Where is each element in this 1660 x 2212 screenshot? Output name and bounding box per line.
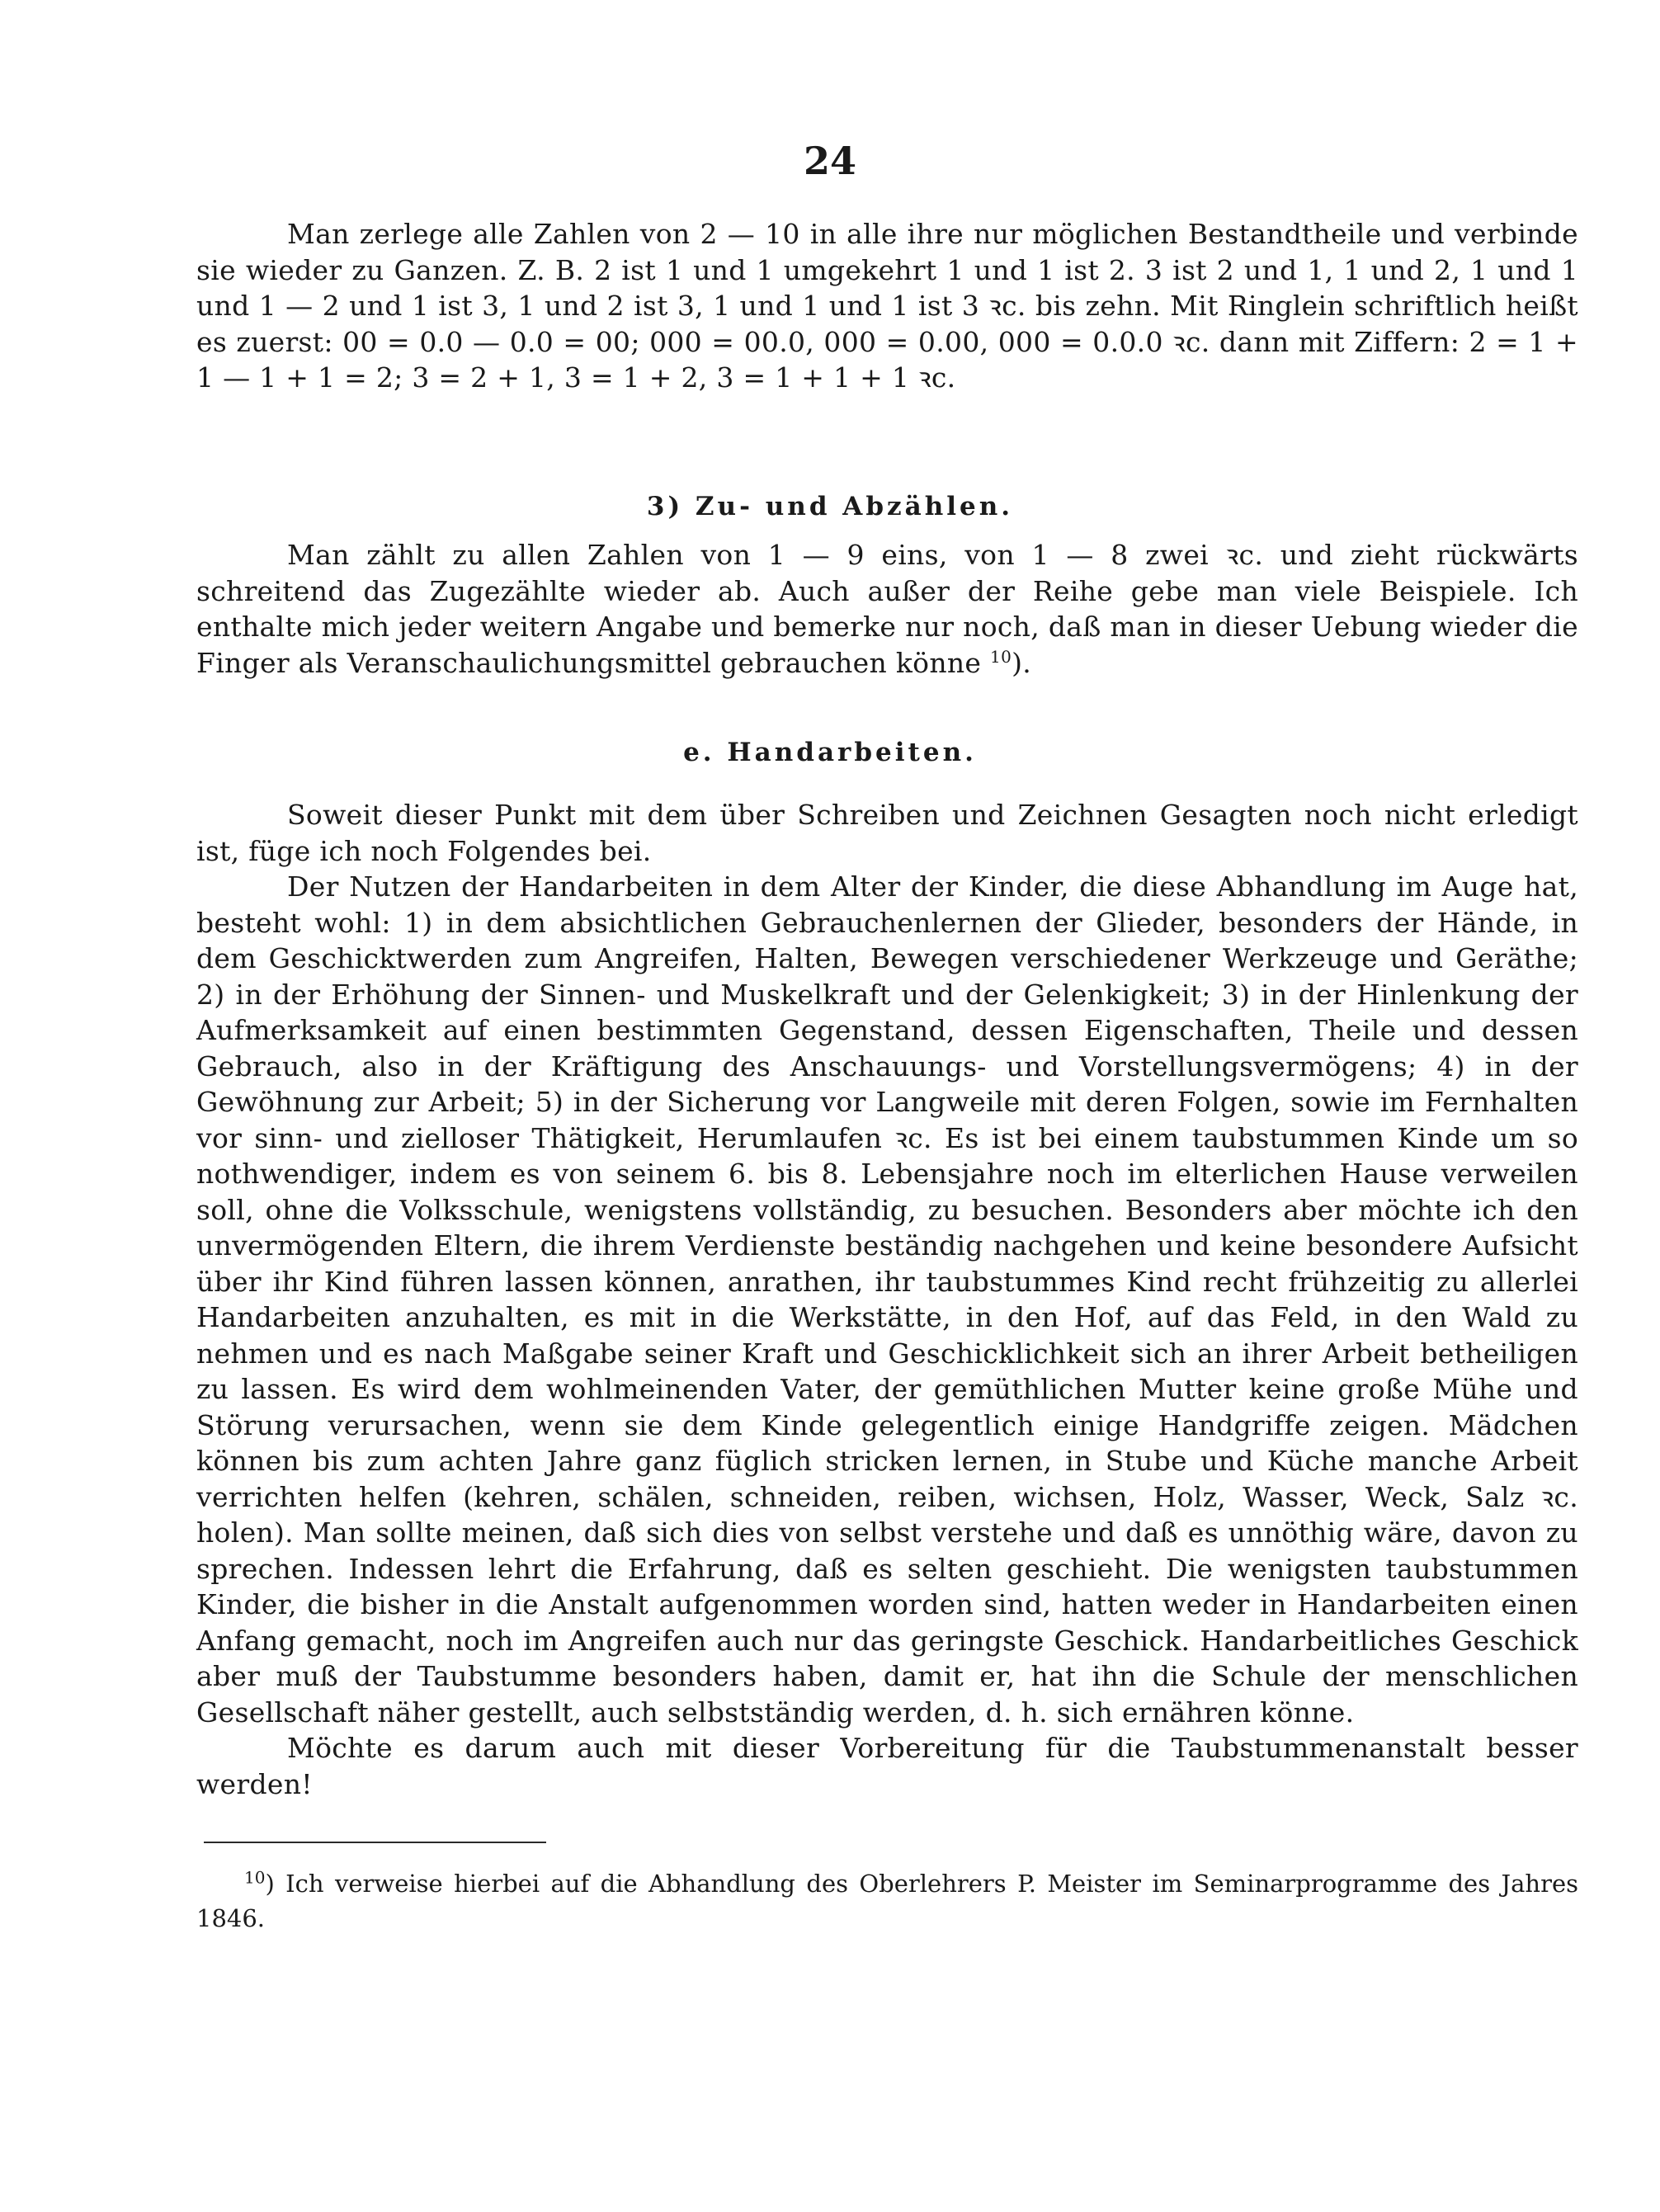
intro-paragraph-block (196, 216, 1578, 396)
footnote-text: ) Ich verweise hierbei auf die Abhandlung des Oberlehrers P. Meister im Seminarprogramme des Jahres 1846. (196, 1870, 1578, 1932)
section-heading-3: 3) Zu- und Abzählen. (646, 492, 1014, 521)
footnote-marker: 10 (244, 1867, 266, 1888)
section-3-paragraph (196, 537, 1578, 681)
intro-paragraph: Man zerlege alle Zahlen von 2 — 10 in alle ihre nur möglichen Bestandtheile und verbinde sie wieder zu Ganzen. Z. B. 2 ist 1 und 1 umgekehrt 1 und 1 ist 2. 3 ist 2 und 1, 1 und 2, 1 und 1 und 1 — 2 und 1 ist 3, 1 und 2 ist 3, 1 und 1 und 1 ist 3 ꝛc. bis zehn. Mit Ringlein schriftlich heißt es zuerst: 00 = 0.0 — 0.0 = 00; 000 = 00.0, 000 = 0.00, 000 = 0.0.0 ꝛc. dann mit Ziffern: 2 = 1 + 1 — 1 + 1 = 2; 3 = 2 + 1, 3 = 1 + 2, 3 = 1 + 1 + 1 ꝛc. (196, 218, 1578, 394)
footnote-divider (204, 1842, 546, 1843)
section-e-paragraph-3: Möchte es darum auch mit dieser Vorbereitung für die Taubstummenanstalt besser werden! (196, 1732, 1578, 1800)
section-3-block (196, 537, 1578, 681)
page-number: 24 (803, 139, 856, 183)
section-3-text: Man zählt zu allen Zahlen von 1 — 9 eins, von 1 — 8 zwei ꝛc. und zieht rückwärts schreitend das Zugezählte wieder ab. Auch außer der Reihe gebe man viele Beispiele. Ich enthalte mich jeder weitern Angabe und bemerke nur noch, daß man in dieser Uebung wieder die Finger als Veranschaulichungsmittel gebrauchen könne (196, 539, 1578, 679)
footnote-reference: 10 (990, 646, 1012, 667)
section-e-paragraph-2: Der Nutzen der Handarbeiten in dem Alter der Kinder, die diese Abhandlung im Auge hat, besteht wohl: 1) in dem absichtlichen Gebrauchenlernen der Glieder, besonders der Hände, in dem Geschicktwerden zum Angreifen, Halten, Bewegen verschiedener Werkzeuge und Geräthe; 2) in der Erhöhung der Sinnen- und Muskelkraft und der Gelenkigkeit; 3) in der Hinlenkung der Aufmerksamkeit auf einen bestimmten Gegenstand, dessen Eigenschaften, Theile und dessen Gebrauch, also in der Kräftigung des Anschauungs- und Vorstellungsvermögens; 4) in der Gewöhnung zur Arbeit; 5) in der Sicherung vor Langweile mit deren Folgen, sowie im Fernhalten vor sinn- und zielloser Thätigkeit, Herumlaufen ꝛc. Es ist bei einem taubstummen Kinde um so nothwendiger, indem es von seinem 6. bis 8. Lebensjahre noch im elterlichen Hause verweilen soll, ohne die Volksschule, wenigstens vollständig, zu besuchen. Besonders aber möchte ich den unvermögenden Eltern, die ihrem Verdienste beständig nachgehen und keine besondere Aufsicht über ihr Kind führen lassen können, anrathen, ihr taubstummes Kind recht frühzeitig zu allerlei Handarbeiten anzuhalten, es mit in die Werkstätte, in den Hof, auf das Feld, in den Wald zu nehmen und es nach Maßgabe seiner Kraft und Geschicklichkeit sich an ihrer Arbeit betheiligen zu lassen. Es wird dem wohlmeinenden Vater, der gemüthlichen Mutter keine große Mühe und Störung verursachen, wenn sie dem Kinde gelegentlich einige Handgriffe zeigen. Mädchen können bis zum achten Jahre ganz füglich stricken lernen, in Stube und Küche manche Arbeit verrichten helfen (kehren, schälen, schneiden, reiben, wichsen, Holz, Wasser, Weck, Salz ꝛc. holen). Man sollte meinen, daß sich dies von selbst verstehe und daß es unnöthig wäre, davon zu sprechen. Indessen lehrt die Erfahrung, daß es selten geschieht. Die wenigsten taubstummen Kinder, die bisher in die Anstalt aufgenommen worden sind, hatten weder in Handarbeiten einen Anfang gemacht, noch im Angreifen auch nur das geringste Geschick. Handarbeitliches Geschick aber muß der Taubstumme besonders haben, damit er, hat ihn die Schule der menschlichen Gesellschaft näher gestellt, auch selbstständig werden, d. h. sich ernähren könne. (196, 870, 1578, 1729)
section-heading-e: e. Handarbeiten. (683, 738, 977, 767)
section-3-text-end: ). (1012, 646, 1032, 679)
section-e-block (196, 797, 1578, 1802)
footnote (196, 1866, 1578, 1936)
section-e-paragraph-1: Soweit dieser Punkt mit dem über Schreiben und Zeichnen Gesagten noch nicht erledigt ist, füge ich noch Folgendes bei. (196, 799, 1578, 867)
